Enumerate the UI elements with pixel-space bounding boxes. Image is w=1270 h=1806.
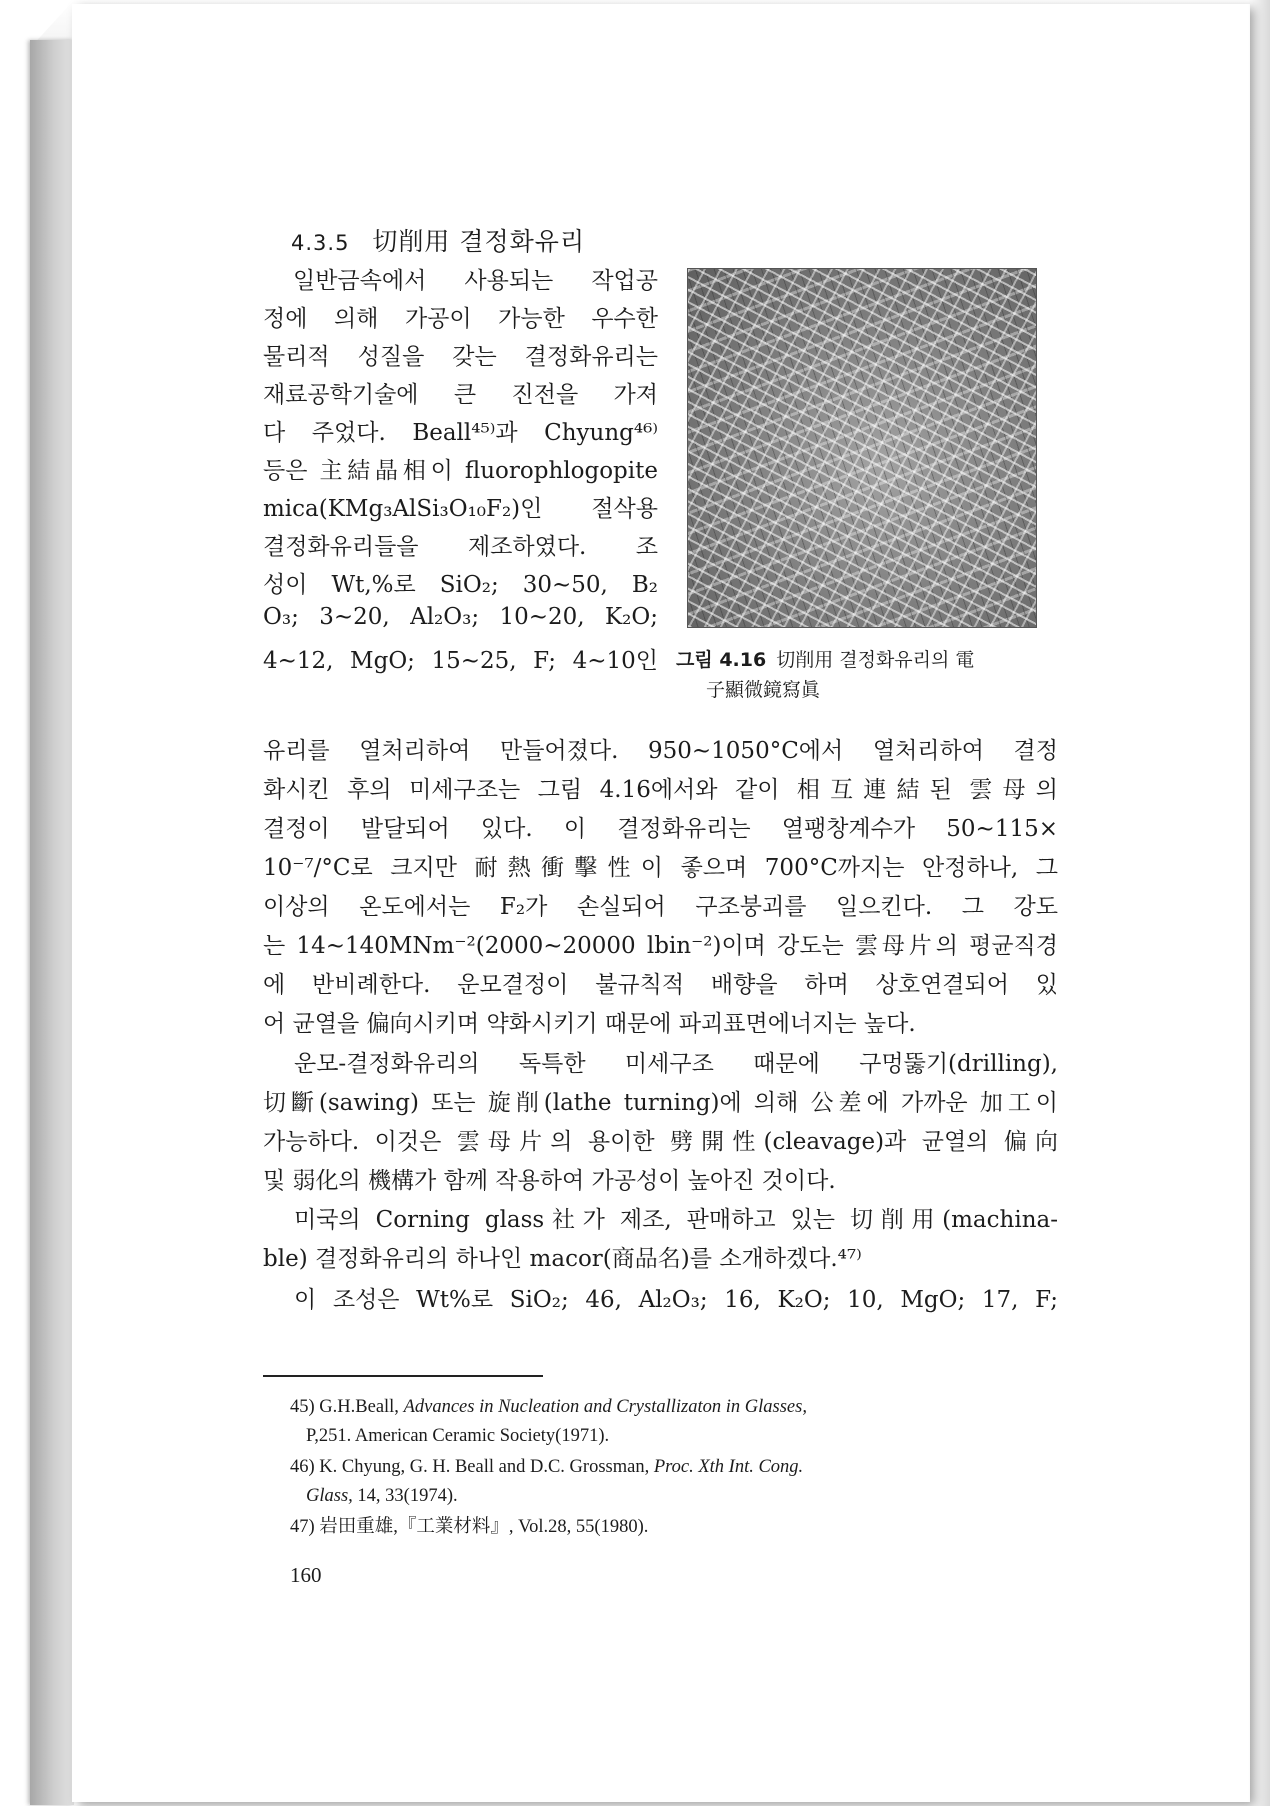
footnote-authors: K. Chyung, G. H. Beall and D.C. Grossman, <box>319 1457 650 1477</box>
footnote-number: 46) <box>290 1457 315 1477</box>
text-line: 다 주었다. Beall⁴⁵⁾과 Chyung⁴⁶⁾ <box>263 420 658 446</box>
text-line: 물리적 성질을 갖는 결정화유리는 <box>263 344 658 370</box>
footnote-46 <box>290 1452 1060 1482</box>
text-line: 가능하다. 이것은 雲母片의 용이한 劈開性(cleavage)과 균열의 偏向 <box>263 1129 1058 1155</box>
text-line: 10⁻⁷/°C로 크지만 耐熱衝擊性이 좋으며 700°C까지는 안정하나, 그 <box>263 855 1058 881</box>
text-line: 어 균열을 偏向시키며 약화시키기 때문에 파괴표면에너지는 높다. <box>263 1011 916 1037</box>
text-line: 결정화유리들을 제조하였다. 조 <box>263 534 658 560</box>
footnote-authors: G.H.Beall, <box>319 1397 399 1417</box>
figure-caption-line-2: 子顯微鏡寫眞 <box>706 679 821 701</box>
book-spine-edge <box>30 40 74 1805</box>
text-line: 정에 의해 가공이 가능한 우수한 <box>263 306 658 332</box>
text-line: 재료공학기술에 큰 진전을 가져 <box>263 382 658 408</box>
text-line: 성이 Wt,%로 SiO₂; 30∼50, B₂ <box>263 572 658 598</box>
page-right-shadow <box>1248 0 1270 1806</box>
page-number: 160 <box>290 1563 322 1587</box>
text-line: 에 반비례한다. 운모결정이 불규칙적 배향을 하며 상호연결되어 있 <box>263 972 1058 998</box>
footnote-number: 47) <box>290 1517 315 1537</box>
text-line: ble) 결정화유리의 하나인 macor(商品名)를 소개하겠다.⁴⁷⁾ <box>263 1246 862 1272</box>
electron-micrograph-figure <box>687 268 1037 628</box>
figure-label: 그림 4.16 <box>676 649 767 671</box>
text-line: 미국의 Corning glass社가 제조, 판매하고 있는 切削用(machina- <box>294 1207 1058 1233</box>
text-line: 4∼12, MgO; 15∼25, F; 4∼10인 <box>263 648 658 674</box>
text-line: mica(KMg₃AlSi₃O₁₀F₂)인 절삭용 <box>263 496 658 522</box>
footnote-47 <box>290 1512 1060 1542</box>
text-line: 운모-결정화유리의 독특한 미세구조 때문에 구멍뚫기(drilling), <box>294 1051 1058 1077</box>
figure-caption <box>676 645 1076 705</box>
footnote-divider <box>263 1375 543 1377</box>
text-line: 및 弱化의 機構가 함께 작용하여 가공성이 높아진 것이다. <box>263 1168 836 1194</box>
footnote-45-continued: P,251. American Ceramic Society(1971). <box>306 1426 610 1446</box>
footnote-title-cont: Glass, <box>306 1486 353 1506</box>
footnote-45 <box>290 1392 1060 1422</box>
text-line: 유리를 열처리하여 만들어졌다. 950∼1050°C에서 열처리하여 결정 <box>263 738 1058 764</box>
footnote-title: Advances in Nucleation and Crystallizaton in Glasses, <box>403 1397 807 1417</box>
footnote-46-continued <box>306 1481 1076 1511</box>
text-line: 는 14∼140MNm⁻²(2000∼20000 lbin⁻²)이며 강도는 雲母片의 평균직경 <box>263 933 1058 959</box>
section-number: 4.3.5 <box>291 231 350 255</box>
footnote-title: Proc. Xth Int. Cong. <box>653 1457 804 1477</box>
text-line: 결정이 발달되어 있다. 이 결정화유리는 열팽창계수가 50∼115× <box>263 816 1058 842</box>
text-line: 일반금속에서 사용되는 작업공 <box>293 268 658 294</box>
section-title: 切削用 결정화유리 <box>372 227 586 256</box>
footnote-rest: 14, 33(1974). <box>357 1486 458 1506</box>
text-line: 이 조성은 Wt%로 SiO₂; 46, Al₂O₃; 16, K₂O; 10, MgO; 17, F; <box>294 1287 1058 1313</box>
text-line: O₃; 3∼20, Al₂O₃; 10∼20, K₂O; <box>263 604 658 630</box>
text-line: 이상의 온도에서는 F₂가 손실되어 구조붕괴를 일으킨다. 그 강도 <box>263 894 1058 920</box>
section-heading <box>291 222 585 258</box>
footnote-text: 岩田重雄,『工業材料』, Vol.28, 55(1980). <box>319 1517 649 1537</box>
text-line: 등은 主結晶相이 fluorophlogopite <box>263 458 658 484</box>
text-line: 화시킨 후의 미세구조는 그림 4.16에서와 같이 相互連結된 雲母의 <box>263 777 1058 803</box>
text-line: 切斷(sawing) 또는 旋削(lathe turning)에 의해 公差에 가까운 加工이 <box>263 1090 1058 1116</box>
footnote-number: 45) <box>290 1397 315 1417</box>
figure-caption-line-1: 切削用 결정화유리의 電 <box>776 649 975 671</box>
